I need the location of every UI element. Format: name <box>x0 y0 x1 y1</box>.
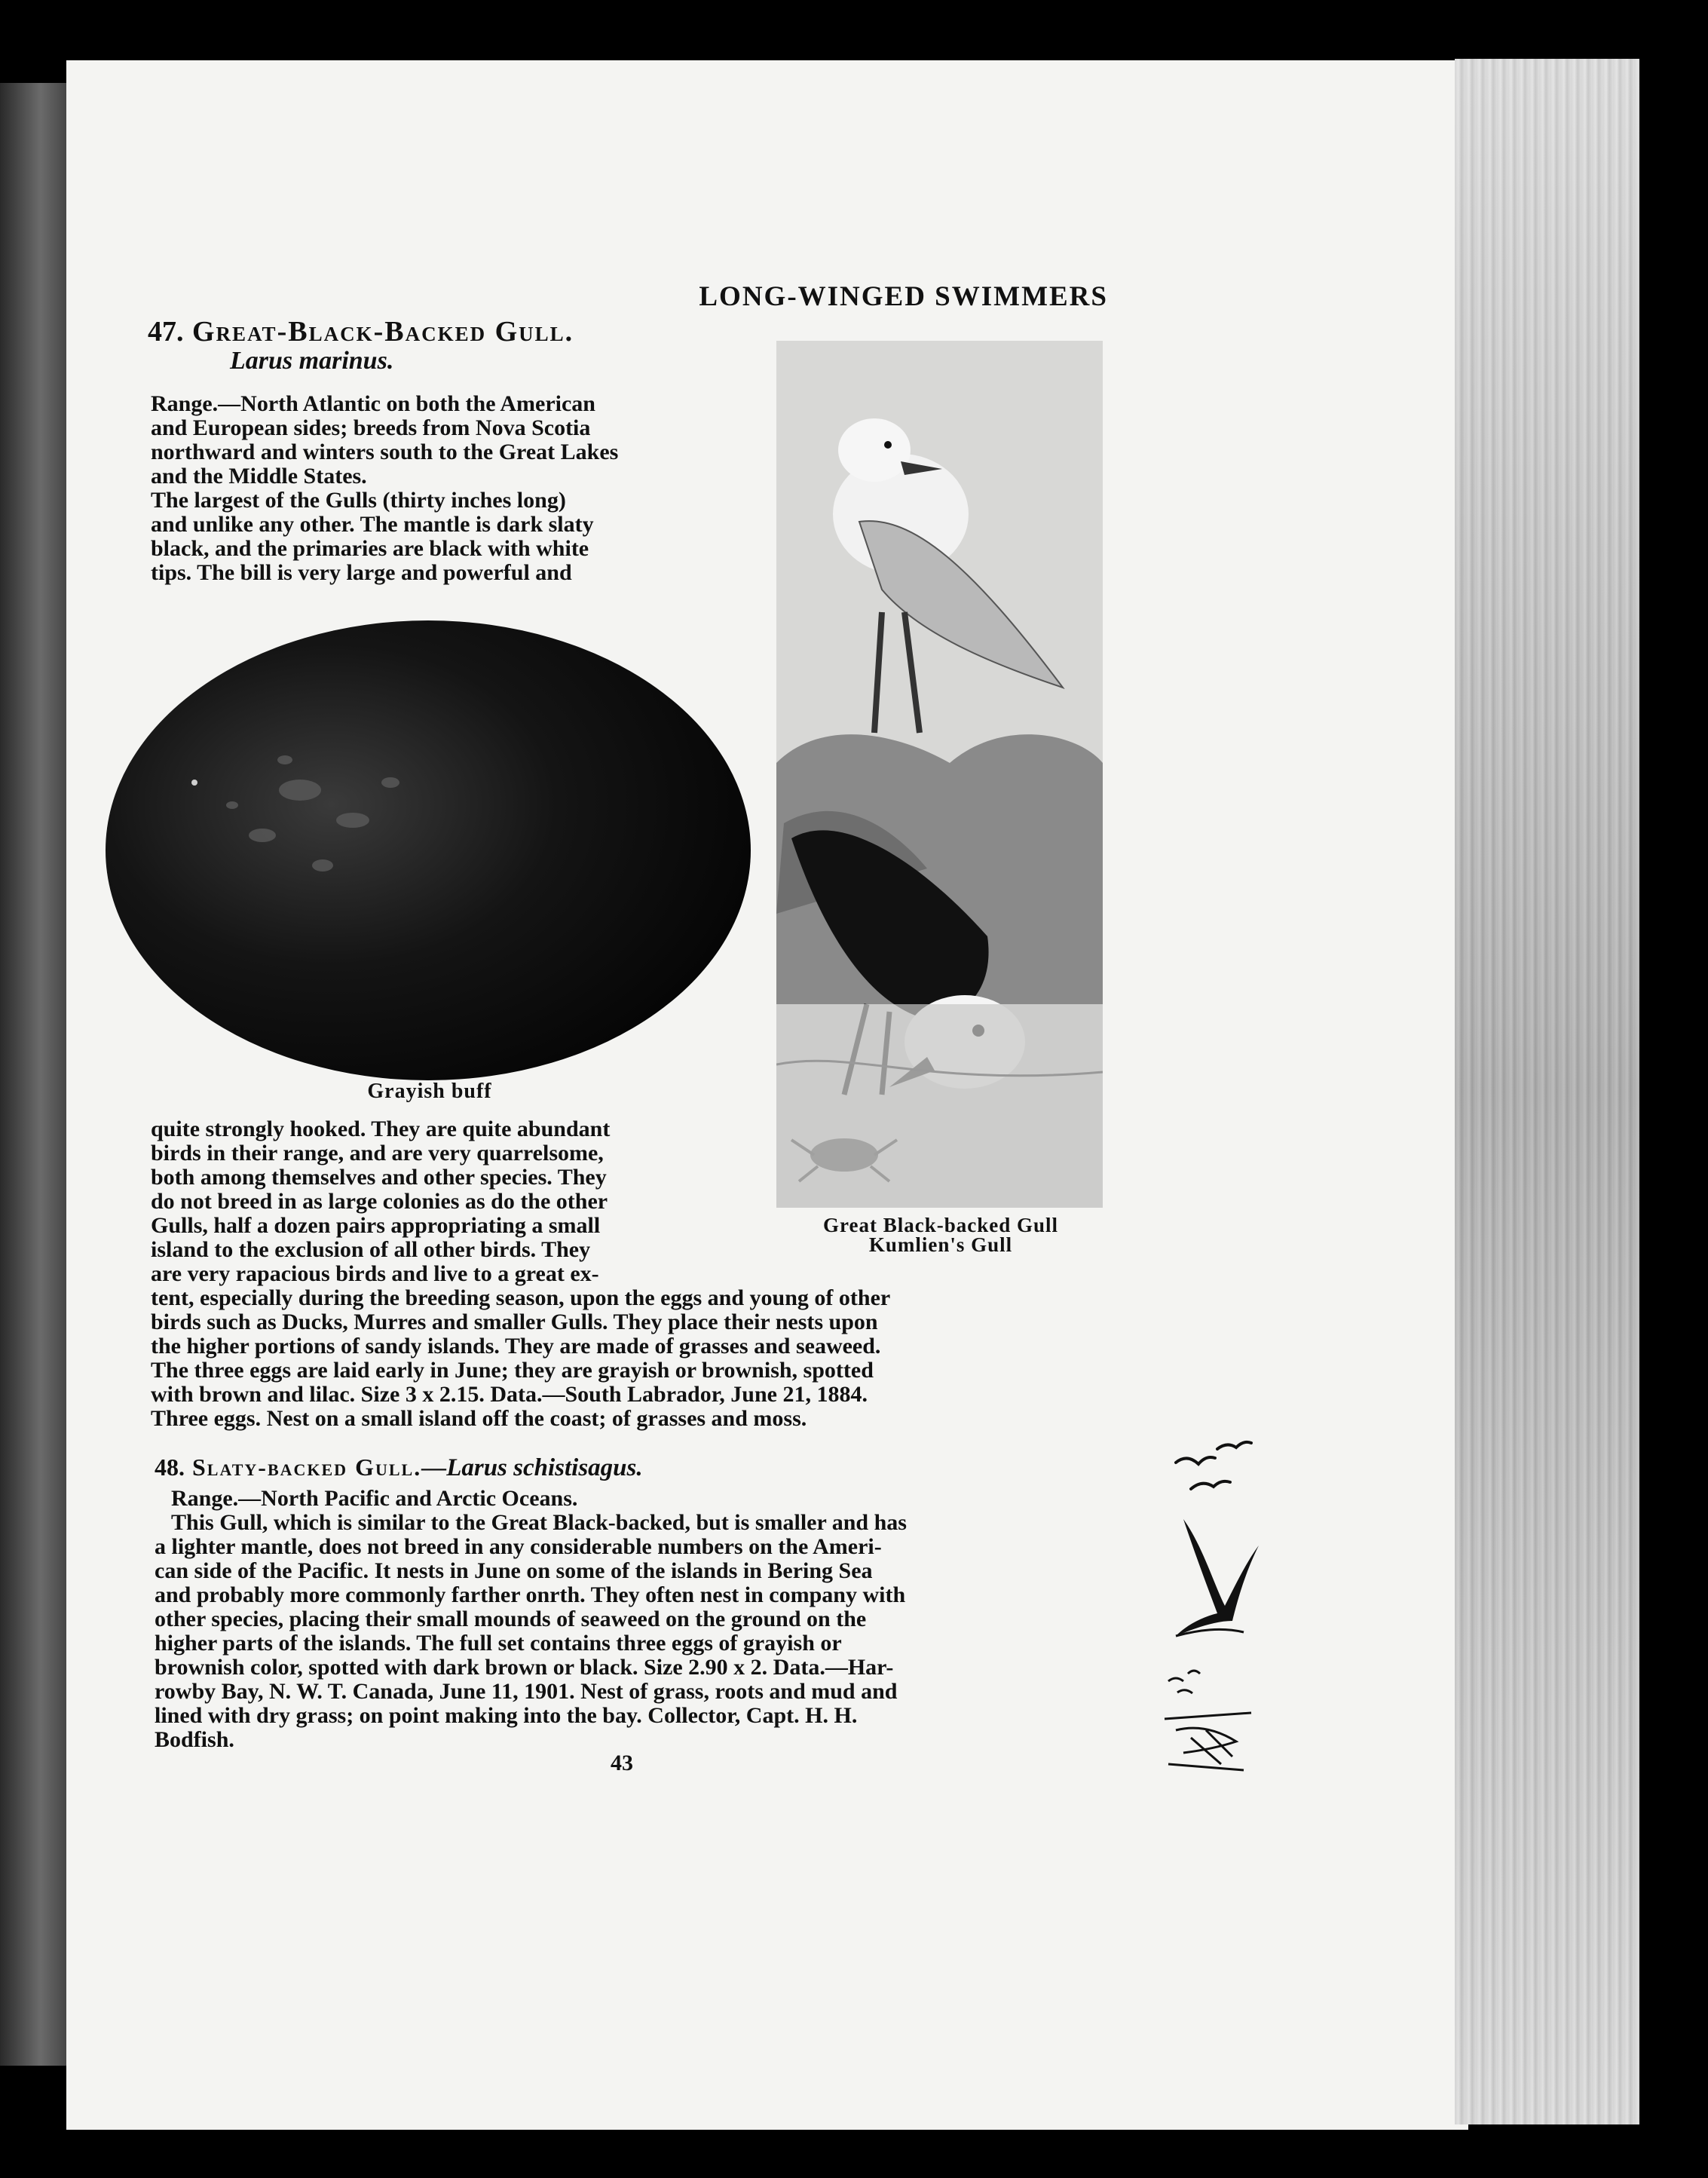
text-line: birds such as Ducks, Murres and smaller Gulls. They place their nests upon <box>151 1310 878 1334</box>
egg-illustration <box>104 617 754 1099</box>
text-line: island to the exclusion of all other birds. They <box>151 1237 591 1262</box>
text-line: rowby Bay, N. W. T. Canada, June 11, 1901. Nest of grass, roots and mud and <box>155 1679 898 1704</box>
running-head: LONG-WINGED SWIMMERS <box>699 281 1108 312</box>
entry-47-title <box>148 315 574 348</box>
egg-caption: Grayish buff <box>367 1080 492 1103</box>
adjacent-page-strip <box>0 83 68 2066</box>
text-line: Bodfish. <box>155 1727 234 1752</box>
entry-47-number: 47. <box>148 316 184 348</box>
text-line: are very rapacious birds and live to a great ex- <box>151 1261 599 1286</box>
page-number: 43 <box>611 1751 633 1775</box>
text-line: can side of the Pacific. It nests in June on some of the islands in Bering Sea <box>155 1558 873 1583</box>
text-line: both among themselves and other species. They <box>151 1165 607 1190</box>
text-line: brownish color, spotted with dark brown or black. Size 2.90 x 2. Data.—Har- <box>155 1655 894 1680</box>
entry-47-scientific-name: Larus marinus. <box>230 347 394 375</box>
entry-48-text <box>155 1487 1112 1752</box>
entry-47-common-name: Great-Black-Backed Gull. <box>192 316 574 348</box>
entry-48-number: 48. <box>155 1454 185 1481</box>
gull-plate-illustration <box>776 341 1103 1208</box>
text-line: and unlike any other. The mantle is dark slaty <box>151 512 594 537</box>
text-line: birds in their range, and are very quarrelsome, <box>151 1141 604 1166</box>
text-line: black, and the primaries are black with white <box>151 536 589 561</box>
text-line: Range.—North Atlantic on both the American <box>151 391 595 416</box>
entry-47-continued <box>151 1117 754 1286</box>
text-line: lined with dry grass; on point making into the bay. Collector, Capt. H. H. <box>155 1703 858 1728</box>
text-line: higher parts of the islands. The full set contains three eggs of grayish or <box>155 1631 842 1656</box>
flying-gulls-sketch-icon <box>1161 1432 1266 1779</box>
plate-caption-2: Kumlien's Gull <box>868 1233 1013 1256</box>
entry-48-scientific-name: —Larus schistisagus. <box>421 1454 643 1481</box>
text-line: and the Middle States. <box>151 464 367 489</box>
text-line: other species, placing their small mounds of seaweed on the ground on the <box>155 1607 867 1631</box>
text-line: with brown and lilac. Size 3 x 2.15. Data.—South Labrador, June 21, 1884. <box>151 1382 868 1407</box>
entry-47-wide <box>151 1286 1112 1431</box>
text-line: northward and winters south to the Great Lakes <box>151 440 619 464</box>
page-edge-stack <box>1455 59 1639 2124</box>
text-line: The three eggs are laid early in June; they are grayish or brownish, spotted <box>151 1358 874 1383</box>
entry-48-common-name: Slaty-backed Gull. <box>192 1454 422 1481</box>
text-line: tips. The bill is very large and powerful and <box>151 560 572 585</box>
text-line: and European sides; breeds from Nova Scotia <box>151 415 591 440</box>
text-line: Three eggs. Nest on a small island off the coast; of grasses and moss. <box>151 1406 807 1431</box>
text-line: Range.—North Pacific and Arctic Oceans. <box>171 1486 578 1511</box>
text-line: The largest of the Gulls (thirty inches long) <box>151 488 566 513</box>
plate-caption-1: Great Black-backed Gull <box>822 1214 1058 1236</box>
entry-48-title <box>155 1454 643 1482</box>
text-line: tent, especially during the breeding season, upon the eggs and young of other <box>151 1285 891 1310</box>
entry-47-intro <box>151 392 750 585</box>
text-line: and probably more commonly farther onrth. They often nest in company with <box>155 1582 906 1607</box>
text-line: do not breed in as large colonies as do the other <box>151 1189 608 1214</box>
gull-plate-drawing <box>776 341 1103 1208</box>
text-line: Gulls, half a dozen pairs appropriating a small <box>151 1213 601 1238</box>
text-line: This Gull, which is similar to the Great Black-backed, but is smaller and has <box>171 1510 907 1535</box>
text-line: quite strongly hooked. They are quite abundant <box>151 1117 611 1141</box>
text-line: the higher portions of sandy islands. They are made of grasses and seaweed. <box>151 1334 881 1359</box>
text-line: a lighter mantle, does not breed in any considerable numbers on the Ameri- <box>155 1534 882 1559</box>
